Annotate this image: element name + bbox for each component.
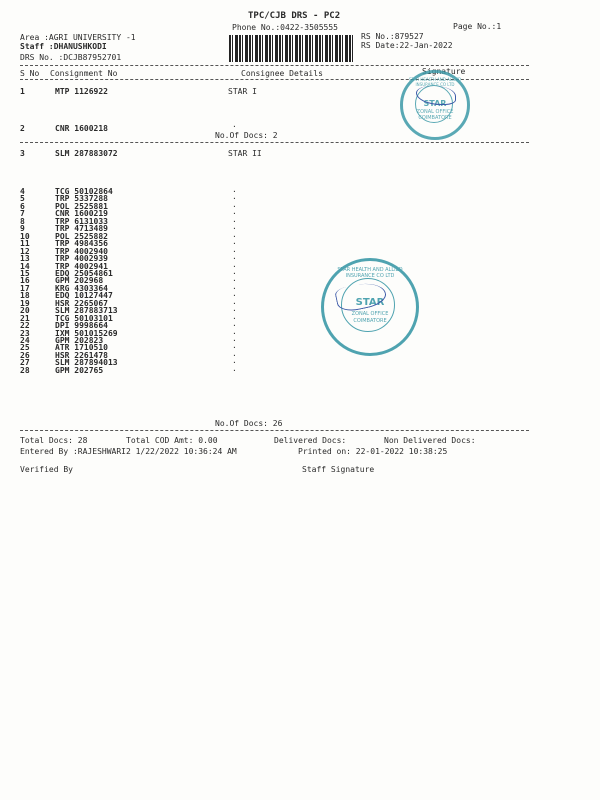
row-dot: . — [232, 356, 237, 366]
row-consignee: STAR I — [228, 87, 257, 96]
phone-number: Phone No.:0422-3505555 — [232, 23, 338, 32]
row-consignment: DPI 9998664 — [55, 321, 108, 331]
staff: Staff :DHANUSHKODI — [20, 42, 107, 51]
row-dot: . — [232, 281, 237, 291]
row-consignment: HSR 2261478 — [55, 350, 108, 360]
row-sno: 1 — [20, 87, 25, 96]
row-consignment: EDQ 25054861 — [55, 268, 113, 278]
seal-company: STAR HEALTH AND ALLIED INSURANCE CO LTD — [337, 267, 403, 279]
group-doc-count: No.Of Docs: 26 — [215, 419, 283, 428]
row-dot: . — [232, 363, 237, 373]
company-seal — [400, 70, 470, 140]
row-consignment: POL 2525881 — [55, 201, 108, 211]
row-sno: 16 — [20, 276, 30, 286]
page-number: Page No.:1 — [453, 22, 502, 31]
row-sno: 26 — [20, 350, 30, 360]
non-delivered-docs: Non Delivered Docs: — [384, 436, 476, 445]
row-sno: 20 — [20, 306, 30, 316]
row-sno: 25 — [20, 343, 30, 353]
row-consignment: KRG 4303364 — [55, 283, 108, 293]
row-sno: 18 — [20, 291, 30, 301]
row-consignment: SLM 287894013 — [55, 358, 118, 368]
document-title: TPC/CJB DRS - PC2 — [248, 11, 341, 21]
row-consignment: TRP 5337288 — [55, 194, 108, 204]
row-sno: 8 — [20, 216, 25, 226]
row-sno: 23 — [20, 328, 30, 338]
row-consignment: TRP 4002940 — [55, 246, 108, 256]
row-sno: 6 — [20, 201, 25, 211]
row-sno: 12 — [20, 246, 30, 256]
rs-date: RS Date:22-Jan-2022 — [361, 41, 453, 50]
row-sno: 4 — [20, 187, 25, 196]
row-consignment: GPM 202968 — [55, 276, 104, 286]
row-consignment: CNR 1600219 — [55, 209, 108, 219]
row-dot: . — [232, 252, 237, 262]
rs-number: RS No.:879527 — [361, 32, 424, 41]
col-consignee: Consignee Details — [241, 69, 323, 78]
row-sno: 2 — [20, 124, 25, 133]
row-dot: . — [232, 192, 237, 202]
row-consignment: TCG 50102864 — [55, 187, 113, 196]
row-sno: 9 — [20, 224, 25, 234]
row-consignment: TRP 4002941 — [55, 261, 108, 271]
row-dot: . — [232, 319, 237, 329]
delivered-docs: Delivered Docs: — [274, 436, 347, 445]
row-consignment: GPM 202823 — [55, 336, 104, 345]
row-consignment: ATR 1710510 — [55, 343, 108, 353]
total-docs: Total Docs: 28 — [20, 436, 88, 445]
row-sno: 21 — [20, 313, 30, 323]
row-consignment: CNR 1600218 — [55, 124, 108, 133]
row-dot: . — [232, 207, 237, 217]
row-consignment: GPM 202765 — [55, 365, 104, 375]
row-dot: . — [232, 244, 237, 254]
row-consignment: TCG 50103101 — [55, 313, 113, 323]
row-dot: . — [232, 237, 237, 247]
row-dot: . — [232, 222, 237, 232]
row-sno: 22 — [20, 321, 30, 331]
row-consignment: TRP 6131033 — [55, 216, 108, 226]
row-dot: . — [232, 334, 237, 343]
row-dot: . — [232, 185, 237, 194]
row-dot: . — [232, 341, 237, 351]
row-dot: . — [232, 266, 237, 276]
drs-number: DRS No. :DCJB87952701 — [20, 53, 122, 62]
area: Area :AGRI UNIVERSITY -1 — [20, 33, 136, 42]
row-dot: . — [232, 311, 237, 321]
row-sno: 17 — [20, 283, 30, 293]
row-consignment: EDQ 10127447 — [55, 291, 113, 301]
divider — [20, 65, 529, 66]
row-dot: . — [232, 214, 237, 224]
seal-star: STAR — [423, 99, 447, 108]
seal-city: COIMBATORE — [353, 318, 387, 324]
row-dot: . — [232, 289, 237, 299]
seal-office: ZONAL OFFICE — [416, 109, 454, 115]
staff-signature: Staff Signature — [302, 465, 375, 474]
seal-city: COIMBATORE — [418, 115, 452, 121]
col-sno: S No — [20, 69, 40, 78]
divider — [20, 430, 529, 431]
col-consignment: Consignment No — [50, 69, 118, 78]
col-signature: Signature — [422, 67, 466, 76]
barcode — [229, 35, 354, 62]
row-sno: 27 — [20, 358, 30, 368]
verified-by: Verified By — [20, 465, 73, 474]
row-dot: . — [232, 259, 237, 269]
group-doc-count: No.Of Docs: 2 — [215, 131, 278, 140]
row-consignment: IXM 501015269 — [55, 328, 118, 338]
row-sno: 13 — [20, 254, 30, 264]
row-sno: 19 — [20, 298, 30, 308]
row-sno: 5 — [20, 194, 25, 204]
row-sno: 15 — [20, 268, 30, 278]
row-dot: . — [232, 274, 237, 284]
seal-star: STAR — [355, 297, 385, 308]
row-consignment: TRP 4984356 — [55, 239, 108, 249]
row-sno: 24 — [20, 336, 30, 345]
seal-company: STAR HEALTH AND ALLIED INSURANCE CO LTD — [408, 77, 462, 87]
row-consignment: MTP 1126922 — [55, 87, 108, 96]
row-dot: . — [232, 120, 237, 129]
row-sno: 28 — [20, 365, 30, 375]
row-consignment: SLM 287883072 — [55, 149, 118, 158]
row-consignment: TRP 4002939 — [55, 254, 108, 264]
row-consignment: SLM 287883713 — [55, 306, 118, 316]
divider — [20, 142, 529, 143]
row-dot: . — [232, 304, 237, 314]
seal-office: ZONAL OFFICE — [351, 311, 389, 317]
row-consignment: TRP 4713489 — [55, 224, 108, 234]
row-dot: . — [232, 199, 237, 209]
row-consignment: POL 2525882 — [55, 231, 108, 241]
row-dot: . — [232, 296, 237, 306]
total-cod-amount: Total COD Amt: 0.00 — [126, 436, 218, 445]
row-consignee: STAR II — [228, 149, 262, 158]
row-sno: 7 — [20, 209, 25, 219]
row-sno: 14 — [20, 261, 30, 271]
row-dot: . — [232, 326, 237, 336]
row-sno: 10 — [20, 231, 30, 241]
printed-on: Printed on: 22-01-2022 10:38:25 — [298, 447, 448, 456]
row-dot: . — [232, 348, 237, 358]
row-sno: 3 — [20, 149, 25, 158]
entered-by: Entered By :RAJESHWARI2 1/22/2022 10:36:24 AM — [20, 447, 237, 456]
row-sno: 11 — [20, 239, 30, 249]
row-consignment: HSR 2265067 — [55, 298, 108, 308]
row-dot: . — [232, 229, 237, 239]
